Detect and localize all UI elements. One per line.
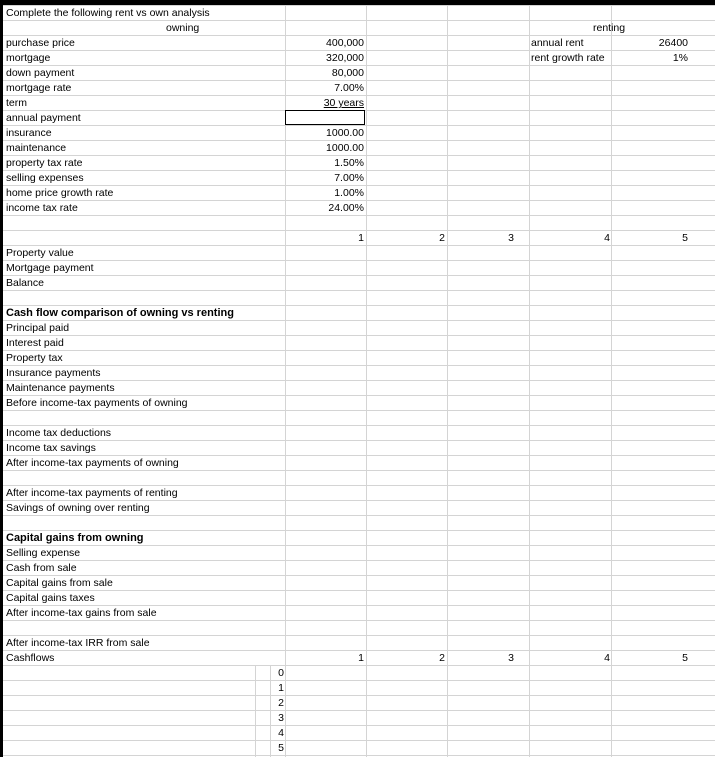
label-insurance: insurance: [6, 127, 52, 139]
label-mortgage-rate: mortgage rate: [6, 82, 72, 94]
row-savings-owning-over-renting: Savings of owning over renting: [6, 502, 150, 514]
year-header-4: 4: [604, 232, 610, 244]
label-income-tax-rate: income tax rate: [6, 202, 78, 214]
label-down-payment: down payment: [6, 67, 75, 79]
row-principal-paid: Principal paid: [6, 322, 70, 334]
label-purchase-price: purchase price: [6, 37, 75, 49]
period-2: 2: [278, 697, 284, 709]
year-header-1: 1: [358, 232, 364, 244]
row-interest-paid: Interest paid: [6, 337, 64, 349]
year-header-5: 5: [682, 232, 688, 244]
row-after-tax-payments-renting: After income-tax payments of renting: [6, 487, 178, 499]
label-annual-payment: annual payment: [6, 112, 81, 124]
renting-header: renting: [593, 22, 626, 34]
value-home-price-growth-rate[interactable]: 1.00%: [334, 187, 364, 199]
label-rent-growth-rate: rent growth rate: [531, 52, 605, 64]
row-maintenance-payments: Maintenance payments: [6, 382, 115, 394]
row-irr-label: After income-tax IRR from sale: [6, 637, 150, 649]
selected-cell-annual-payment[interactable]: [285, 110, 365, 125]
row-before-tax-payments-owning: Before income-tax payments of owning: [6, 397, 188, 409]
value-annual-rent[interactable]: 26400: [658, 37, 688, 49]
row-after-tax-gains-from-sale: After income-tax gains from sale: [6, 607, 157, 619]
row-property-tax: Property tax: [6, 352, 63, 364]
value-income-tax-rate[interactable]: 24.00%: [328, 202, 364, 214]
value-purchase-price[interactable]: 400,000: [326, 37, 364, 49]
cashflow-year-5: 5: [682, 652, 688, 664]
value-maintenance[interactable]: 1000.00: [326, 142, 364, 154]
value-rent-growth-rate[interactable]: 1%: [672, 52, 688, 64]
label-maintenance: maintenance: [6, 142, 67, 154]
label-mortgage: mortgage: [6, 52, 51, 64]
sheet-title: Complete the following rent vs own analysis: [6, 7, 210, 19]
row-capital-gains-taxes: Capital gains taxes: [6, 592, 95, 604]
row-balance: Balance: [6, 277, 44, 289]
value-mortgage-rate[interactable]: 7.00%: [334, 82, 364, 94]
capital-gains-section-header: Capital gains from owning: [6, 532, 144, 544]
label-home-price-growth-rate: home price growth rate: [6, 187, 114, 199]
row-selling-expense: Selling expense: [6, 547, 81, 559]
cashflow-year-2: 2: [439, 652, 445, 664]
row-income-tax-savings: Income tax savings: [6, 442, 96, 454]
row-mortgage-payment: Mortgage payment: [6, 262, 94, 274]
row-property-value: Property value: [6, 247, 74, 259]
year-header-3: 3: [508, 232, 514, 244]
period-0: 0: [278, 667, 284, 679]
value-selling-expenses[interactable]: 7.00%: [334, 172, 364, 184]
label-term: term: [6, 97, 27, 109]
row-income-tax-deductions: Income tax deductions: [6, 427, 112, 439]
value-term[interactable]: 30 years: [323, 97, 364, 109]
row-insurance-payments: Insurance payments: [6, 367, 101, 379]
period-4: 4: [278, 727, 284, 739]
label-property-tax-rate: property tax rate: [6, 157, 83, 169]
value-mortgage[interactable]: 320,000: [326, 52, 364, 64]
row-cashflows-label: Cashflows: [6, 652, 55, 664]
label-selling-expenses: selling expenses: [6, 172, 84, 184]
row-header-strip: [0, 5, 3, 757]
row-after-tax-payments-owning: After income-tax payments of owning: [6, 457, 179, 469]
cashflow-year-1: 1: [358, 652, 364, 664]
owning-header: owning: [166, 22, 200, 34]
label-annual-rent: annual rent: [531, 37, 584, 49]
period-5: 5: [278, 742, 284, 754]
cashflow-section-header: Cash flow comparison of owning vs renting: [6, 307, 234, 319]
period-1: 1: [278, 682, 284, 694]
year-header-2: 2: [439, 232, 445, 244]
column-header-strip: [0, 0, 715, 5]
period-3: 3: [278, 712, 284, 724]
value-property-tax-rate[interactable]: 1.50%: [334, 157, 364, 169]
cashflow-year-3: 3: [508, 652, 514, 664]
row-capital-gains-from-sale: Capital gains from sale: [6, 577, 113, 589]
value-insurance[interactable]: 1000.00: [326, 127, 364, 139]
value-down-payment[interactable]: 80,000: [331, 67, 364, 79]
row-cash-from-sale: Cash from sale: [6, 562, 77, 574]
cashflow-year-4: 4: [604, 652, 610, 664]
